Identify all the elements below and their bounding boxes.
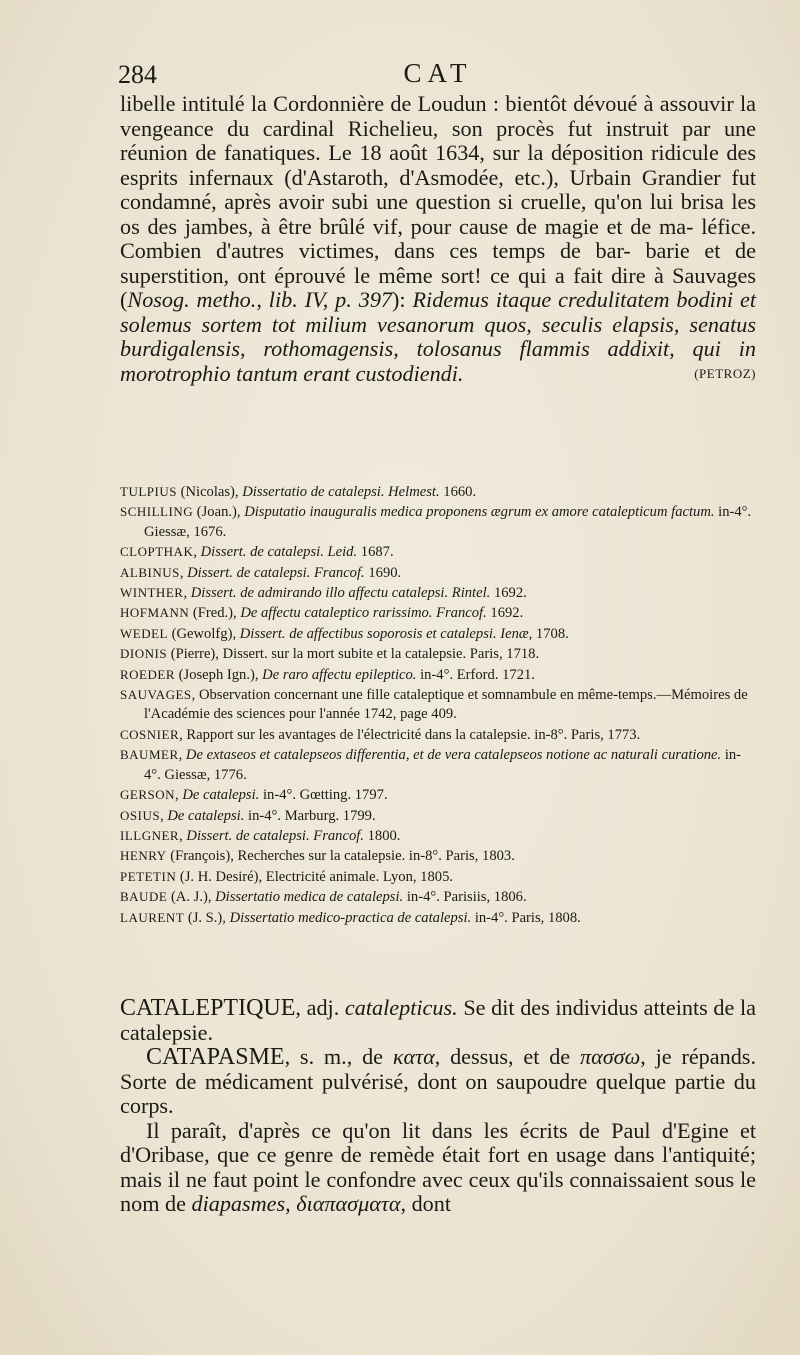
bibliography-title: De extaseos et catalepseos differentia, et de vera catalepseos notione ac naturali curatione. [185, 747, 722, 764]
bibliography-title: De raro affectu epileptico. [262, 666, 417, 683]
bibliography-author: SCHILLING [120, 504, 194, 520]
sauvages-reference: Nosog. metho., lib. IV, p. 397 [127, 287, 393, 312]
bibliography-author: GERSON [120, 787, 176, 803]
bibliography-details: 1660. [443, 484, 477, 500]
author-signature: (PETROZ) [694, 366, 756, 381]
bibliography-entry: GERSON, De catalepsi. in-4°. Gœtting. 1797. [120, 787, 388, 804]
bibliography-details: in-4°. Paris, 1808. [474, 909, 581, 926]
bibliography-details: 1692. [493, 585, 527, 602]
bibliography-author-firstname: (Joan.) [196, 504, 237, 521]
bibliography-author: BAUDE [120, 889, 168, 905]
bibliography-title: Dissertatio medica de catalepsi. [215, 889, 404, 906]
bibliography-entry: HOFMANN (Fred.), De affectu cataleptico rarissimo. Francof. 1692. [120, 605, 524, 622]
running-head: CAT [403, 58, 473, 88]
page-number: 284 [118, 60, 157, 89]
bibliography-details: in-4°. Parisiis, 1806. [406, 889, 527, 906]
bibliography-entry: CLOPTHAK, Dissert. de catalepsi. Leid. 1687. [120, 544, 394, 561]
bibliography-author: WEDEL [120, 625, 168, 641]
bibliography-author: WINTHER [120, 585, 184, 601]
dictionary-entries [120, 996, 756, 1217]
bibliography-details: Electricité animale. Lyon, 1805. [265, 868, 454, 885]
bibliography-details: 1687. [360, 544, 394, 561]
bibliography-author: ALBINUS [120, 564, 180, 580]
bibliography-author: ILLGNER [120, 827, 180, 843]
bibliography-author: TULPIUS [120, 484, 177, 499]
bibliography-entry: COSNIER, Rapport sur les avantages de l'électricité dans la catalepsie. in-8°. Paris, 1773. [120, 726, 641, 743]
bibliography-author: CLOPTHAK [120, 544, 194, 560]
bibliography-author: HENRY [120, 848, 167, 864]
bibliography-entry: ROEDER (Joseph Ign.), De raro affectu epileptico. in-4°. Erford. 1721. [120, 666, 535, 683]
bibliography-entry: LAURENT (J. S.), Dissertatio medico-practica de catalepsi. in-4°. Paris, 1808. [120, 909, 581, 926]
bibliography-details: Recherches sur la catalepsie. in-8°. Paris, 1803. [237, 848, 515, 865]
latin-quote: Ridemus itaque credulitatem bodini et solemus sortem tot milium vesanorum quos, seculis elapsis, senatus burdigalensis, rothomagensis, tolosanus flammis addixit, qui in morotrophio tantum erant custodiendi. [120, 287, 756, 386]
bibliography-entry: PETETIN (J. H. Desiré), Electricité animale. Lyon, 1805. [120, 868, 454, 885]
page-header [118, 58, 758, 92]
bibliography-entry: WEDEL (Gewolfg), Dissert. de affectibus soporosis et catalepsi. Ienæ, 1708. [120, 625, 569, 642]
bibliography [120, 482, 756, 928]
bibliography-author: SAUVAGES [120, 687, 192, 703]
bibliography-details: 1708. [535, 625, 569, 642]
bibliography-entry: BAUDE (A. J.), Dissertatio medica de catalepsi. in-4°. Parisiis, 1806. [120, 889, 527, 906]
bibliography-entry: WINTHER, Dissert. de admirando illo affectu catalepsi. Rintel. 1692. [120, 585, 527, 602]
bibliography-details: Rapport sur les avantages de l'électricité dans la catalepsie. in-8°. Paris, 1773. [186, 726, 641, 743]
bibliography-details: in-4°. Giessæ, 1776. [144, 747, 742, 783]
bibliography-title: Dissert. de affectibus soporosis et catalepsi. Ienæ, [239, 625, 533, 642]
bibliography-author-firstname: (Joseph Ign.) [178, 666, 255, 683]
bibliography-author-firstname: (François) [170, 848, 231, 865]
bibliography-entry: HENRY (François), Recherches sur la catalepsie. in-8°. Paris, 1803. [120, 848, 515, 865]
bibliography-title: De catalepsi. [167, 807, 245, 824]
bibliography-author: PETETIN [120, 868, 177, 884]
bibliography-details: 1690. [368, 564, 402, 581]
bibliography-author-firstname: (J. H. Desiré) [179, 868, 259, 885]
entry-paragraph: Il paraît, d'après ce qu'on lit dans les écrits de Paul d'Egine et d'Oribase, que ce genre de remède était fort en usage dans l'antiquité; mais il ne faut point le confondre avec ceux qu'ils connaissaient sous le nom de diapasmes, διαπασματα, dont [120, 1117, 756, 1216]
entry-headword: CATALEPTIQUE [120, 995, 296, 1021]
bibliography-entry: TULPIUS (Nicolas), Dissertatio de catalepsi. Helmest. 1660. [120, 484, 477, 500]
bibliography-author: COSNIER [120, 726, 180, 742]
bibliography-author: BAUMER [120, 747, 179, 763]
entry-cataleptique: CATALEPTIQUE, adj. catalepticus. Se dit des individus atteints de la catalepsie. [120, 995, 756, 1045]
bibliography-author: DIONIS [120, 646, 168, 662]
bibliography-author-firstname: (Pierre) [170, 646, 216, 663]
bibliography-author-firstname: (Nicolas) [180, 484, 235, 500]
greek-word: πασσω [579, 1044, 641, 1069]
bibliography-details: 1692. [490, 605, 524, 622]
bibliography-author-firstname: (Gewolfg) [171, 625, 233, 642]
bibliography-details: in-4°. Erford. 1721. [420, 666, 535, 683]
entry-headword: CATAPASME [146, 1044, 285, 1070]
bibliography-title: Dissert. de catalepsi. Leid. [200, 544, 358, 561]
bibliography-details: in-4°. Gœtting. 1797. [262, 787, 388, 804]
bibliography-details: in-4°. Marburg. 1799. [248, 807, 376, 824]
bibliography-details: Observation concernant une fille cataleptique et somnambule en même-temps.—Mémoires de l'Académie des sciences pour l'année 1742, page 409. [144, 687, 748, 723]
bibliography-title: De affectu cataleptico rarissimo. Francof. [240, 605, 487, 622]
main-text [120, 92, 756, 387]
greek-word: διαπασματα [296, 1191, 401, 1216]
bibliography-title: Dissert. de admirando illo affectu catalepsi. Rintel. [190, 585, 491, 602]
bibliography-title: Dissert. de catalepsi. Francof. [187, 564, 365, 581]
bibliography-details: in-4°. Giessæ, 1676. [144, 504, 752, 540]
greek-word: κατα [392, 1044, 435, 1069]
bibliography-details: Dissert. sur la mort subite et la catalepsie. Paris, 1718. [222, 646, 540, 663]
bibliography-author: LAURENT [120, 909, 185, 925]
bibliography-author: OSIUS [120, 807, 161, 823]
bibliography-title: Dissertatio medico-practica de catalepsi. [229, 909, 472, 926]
bibliography-entry: OSIUS, De catalepsi. in-4°. Marburg. 1799. [120, 807, 376, 824]
body-paragraph: libelle intitulé la Cordonnière de Loudun : bientôt dévoué à assouvir la vengeance du cardinal Richelieu, son procès fut instruit par une réunion de fanatiques. Le 18 août 1634, sur la déposition ridicule des esprits infernaux (d'Astaroth, d'Asmodée, etc.), Urbain Grandier fut condamné, après avoir subi une question si cruelle, qu'on lui brisa les os des jambes, à être brûlé vif, pour cause de magie et de ma- léfice. Combien d'autres victimes, dans ces temps de bar- barie et de superstition, ont éprouvé le même sort! ce qui a fait dire à Sauvages (Nosog. metho., lib. IV, p. 397): Ridemus itaque credulitatem bodini et solemus sortem tot milium vesanorum quos, seculis elapsis, senatus burdigalensis, rothomagensis, tolosanus flammis addixit, qui in morotrophio tantum erant custodiendi. [120, 91, 757, 386]
bibliography-title: Disputatio inauguralis medica proponens ægrum ex amore catalepticum factum. [244, 504, 715, 521]
entry-catapasme: CATAPASME, s. m., de κατα, dessus, et de πασσω, je répands. Sorte de médicament pulvérisé, dont on saupoudre quelque partie du corps. [120, 1044, 756, 1118]
bibliography-title: De catalepsi. [182, 787, 260, 804]
bibliography-author: HOFMANN [120, 605, 190, 621]
bibliography-title: Dissertatio de catalepsi. Helmest. [242, 484, 440, 500]
bibliography-author: ROEDER [120, 666, 175, 682]
bibliography-author-firstname: (Fred.) [192, 605, 234, 622]
bibliography-entry: SCHILLING (Joan.), Disputatio inauguralis medica proponens ægrum ex amore catalepticum factum. in-4°. Giessæ, 1676. [120, 504, 752, 540]
bibliography-entry: DIONIS (Pierre), Dissert. sur la mort subite et la catalepsie. Paris, 1718. [120, 646, 540, 663]
bibliography-entry: ALBINUS, Dissert. de catalepsi. Francof. 1690. [120, 564, 402, 581]
bibliography-entry: SAUVAGES, Observation concernant une fille cataleptique et somnambule en même-temps.—Mémoires de l'Académie des sciences pour l'année 1742, page 409. [120, 687, 748, 723]
bibliography-details: 1800. [367, 827, 401, 844]
bibliography-entry: BAUMER, De extaseos et catalepseos differentia, et de vera catalepseos notione ac naturali curatione. in-4°. Giessæ, 1776. [120, 747, 742, 783]
bibliography-entry: ILLGNER, Dissert. de catalepsi. Francof. 1800. [120, 827, 401, 844]
bibliography-author-firstname: (A. J.) [170, 889, 208, 906]
bibliography-title: Dissert. de catalepsi. Francof. [186, 827, 364, 844]
bibliography-author-firstname: (J. S.) [187, 909, 223, 926]
